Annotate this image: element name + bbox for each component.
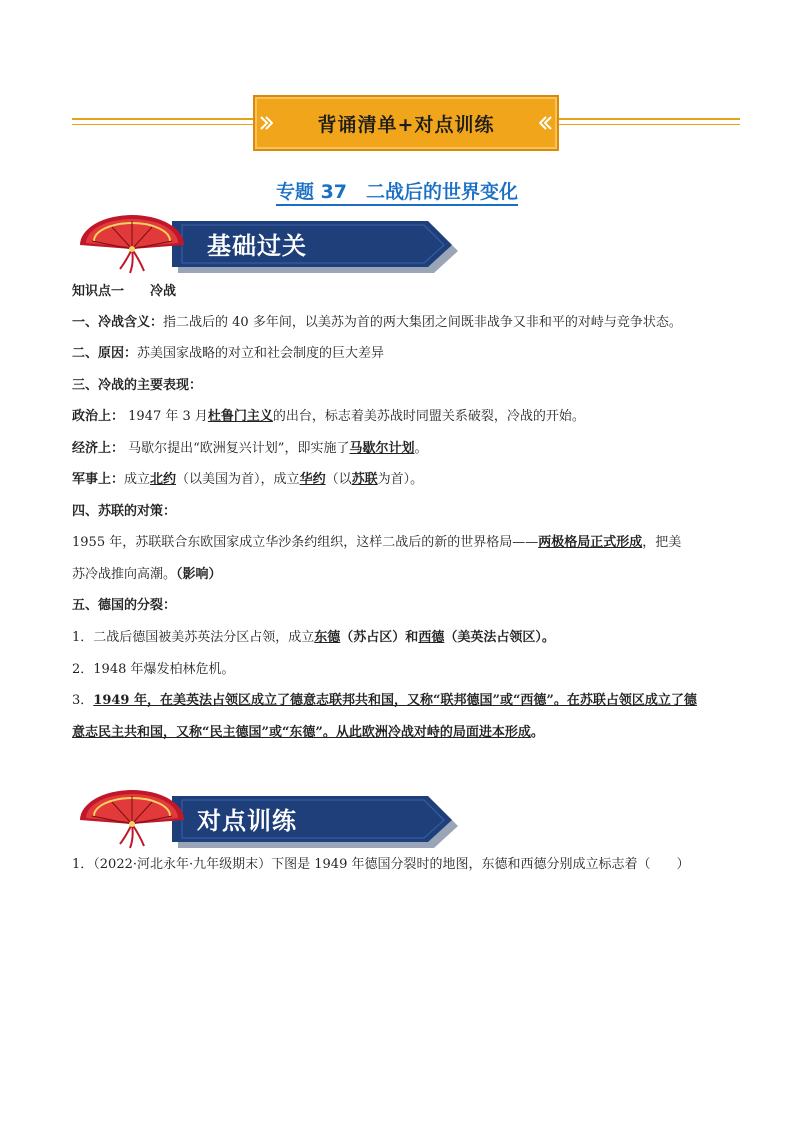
header-banner bbox=[253, 95, 559, 151]
knowledge-point-title: 知识点一 冷战 bbox=[72, 284, 177, 299]
soviet-response-line-1: 1955 年，苏联联合东欧国家成立华沙条约组织，这样二战后的新的世界格局——两极格局正式形成，把美 bbox=[72, 535, 682, 550]
header-rule-left bbox=[72, 118, 253, 120]
section-title-practice: 对点训练 bbox=[197, 806, 297, 835]
section-title-basics: 基础过关 bbox=[207, 231, 307, 260]
economy-line: 经济上： 马歇尔提出“欧洲复兴计划”，即实施了马歇尔计划。 bbox=[72, 441, 428, 456]
germany-item-1: 1．二战后德国被美苏英法分区占领，成立东德（苏占区）和西德（美英法占领区）。 bbox=[72, 630, 555, 645]
banner-title: 背诵清单+对点训练 bbox=[317, 113, 495, 136]
politics-line: 政治上： 1947 年 3 月杜鲁门主义的出台，标志着美苏战时同盟关系破裂，冷战的开始。 bbox=[72, 409, 585, 424]
section-header-basics bbox=[72, 215, 402, 277]
germany-item-3-line-1: 3．1949 年，在美英法占领区成立了德意志联邦共和国，又称“联邦德国”或“西德”。在苏联占领区成立了德 bbox=[72, 693, 697, 708]
cold-war-manifestations-heading: 三、冷战的主要表现： bbox=[72, 378, 203, 393]
header-rule-right bbox=[559, 118, 740, 120]
military-line: 军事上：成立北约（以美国为首），成立华约（以苏联为首）。 bbox=[72, 472, 424, 487]
germany-item-2: 2．1948 年爆发柏林危机。 bbox=[72, 662, 235, 677]
cold-war-cause: 二、原因：苏美国家战略的对立和社会制度的巨大差异 bbox=[72, 346, 385, 361]
fan-icon bbox=[72, 790, 192, 852]
soviet-response-heading: 四、苏联的对策： bbox=[72, 504, 177, 519]
exercise-question-1: 1．（2022·河北永年·九年级期末）下图是 1949 年德国分裂时的地图，东德和西德分别成立标志着（ ） bbox=[72, 857, 690, 872]
double-chevron-right-icon bbox=[259, 114, 273, 132]
germany-item-3-line-2: 意志民主共和国，又称“民主德国”或“东德”。从此欧洲冷战对峙的局面进本形成。 bbox=[72, 725, 544, 740]
fan-icon bbox=[72, 215, 192, 277]
double-chevron-left-icon bbox=[539, 114, 553, 132]
soviet-response-line-2: 苏冷战推向高潮。（影响） bbox=[72, 567, 222, 582]
germany-division-heading: 五、德国的分裂： bbox=[72, 598, 177, 613]
cold-war-definition: 一、冷战含义：指二战后的 40 多年间，以美苏为首的两大集团之间既非战争又非和平的对峙与竞争状态。 bbox=[72, 315, 682, 330]
page-title: 专题 37 二战后的世界变化 bbox=[0, 177, 794, 204]
header-rule-left-thin bbox=[72, 124, 253, 125]
section-header-practice bbox=[72, 790, 402, 852]
header-rule-right-thin bbox=[559, 124, 740, 125]
